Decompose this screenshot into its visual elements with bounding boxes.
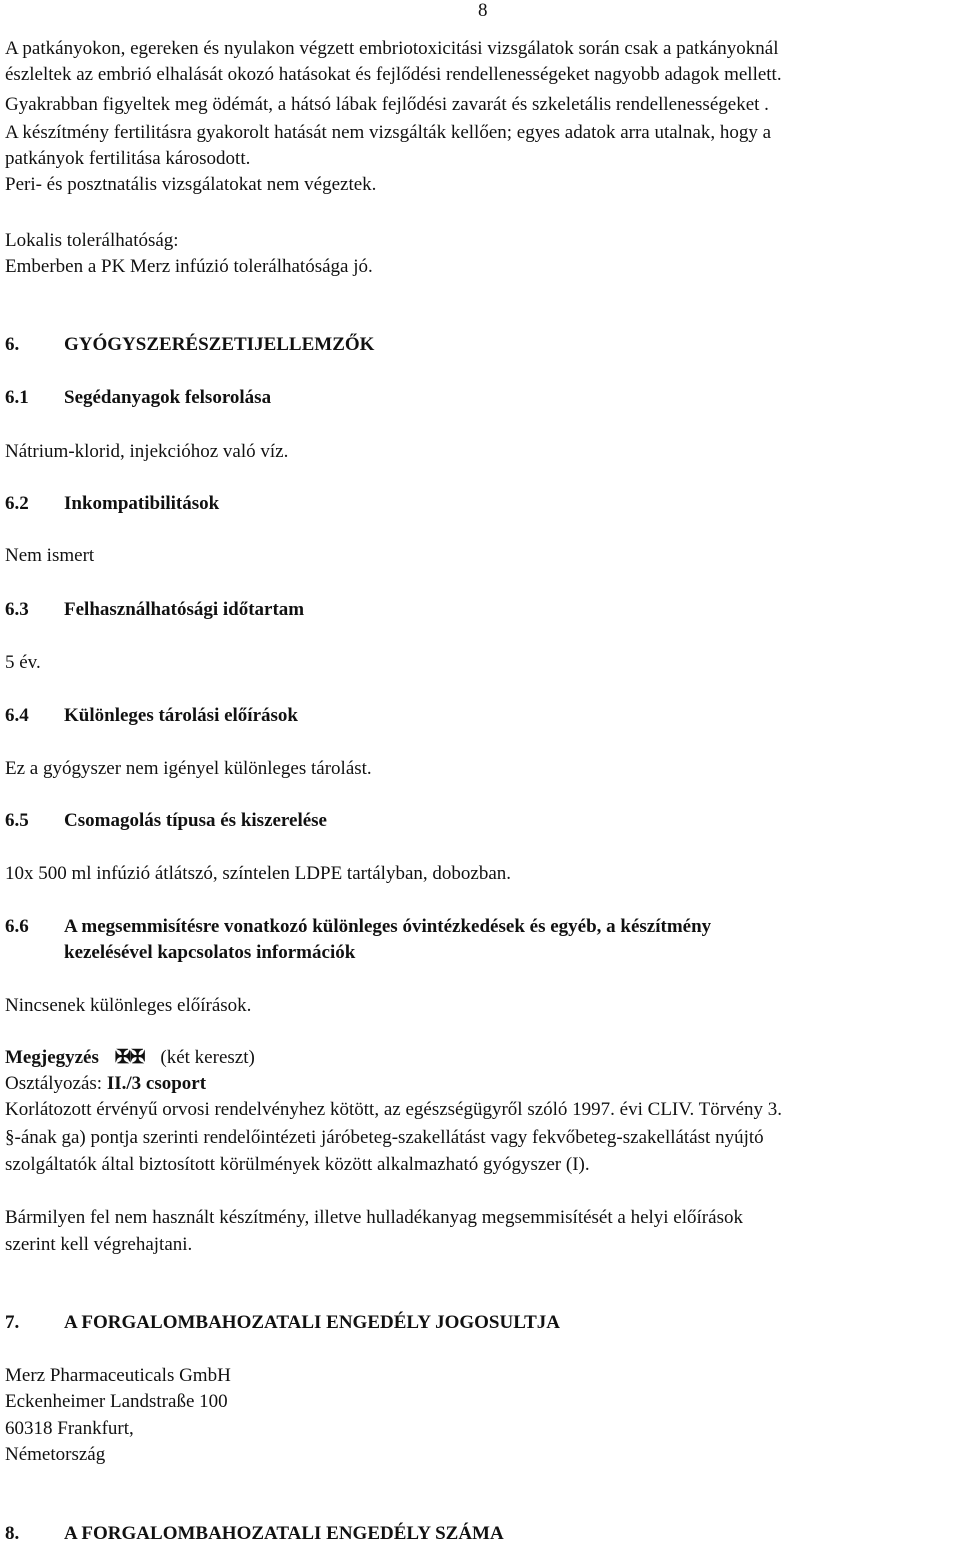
paragraph-line: patkányok fertilitása károsodott. — [5, 148, 251, 169]
section-number: 6.3 — [5, 599, 29, 620]
note-text-line: §-ának ga) pontja szerinti rendelőintézeti járóbeteg-szakellátást vagy fekvőbeteg-szakellátást nyújtó — [5, 1127, 764, 1148]
local-tolerability-label: Lokalis tolerálhatóság: — [5, 230, 179, 251]
section-6-6-heading-cont: kezelésével kapcsolatos információk — [64, 942, 356, 963]
section-title: GYÓGYSZERÉSZETIJELLEMZŐK — [64, 334, 375, 355]
section-title: A FORGALOMBAHOZATALI ENGEDÉLY SZÁMA — [64, 1523, 504, 1544]
local-tolerability-text: Emberben a PK Merz infúzió tolerálhatósága jó. — [5, 256, 373, 277]
section-6-2-heading — [5, 491, 219, 518]
section-6-3-text: 5 év. — [5, 652, 41, 673]
paragraph-line: Gyakrabban figyeltek meg ödémát, a hátsó lábak fejlődési zavarát és szkeletális rendellenességeket . — [5, 94, 769, 115]
paragraph-line: észleltek az embrió elhalását okozó hatásokat és fejlődési rendellenességeket nagyobb adagok mellett. — [5, 64, 782, 85]
paragraph-line: Bármilyen fel nem használt készítmény, illetve hulladékanyag megsemmisítését a helyi előírások — [5, 1207, 743, 1228]
section-title: A FORGALOMBAHOZATALI ENGEDÉLY JOGOSULTJA — [64, 1312, 561, 1333]
section-number: 6.2 — [5, 493, 29, 514]
note-icon-text: (két kereszt) — [160, 1047, 255, 1068]
paragraph-line: szerint kell végrehajtani. — [5, 1234, 193, 1255]
section-title: A megsemmisítésre vonatkozó különleges óvintézkedések és egyéb, a készítmény — [64, 916, 712, 937]
section-title: Segédanyagok felsorolása — [64, 387, 272, 408]
section-6-4-heading — [5, 703, 298, 730]
section-6-5-heading — [5, 808, 327, 835]
address-line: Németország — [5, 1444, 106, 1465]
section-6-1-text: Nátrium-klorid, injekcióhoz való víz. — [5, 441, 289, 462]
classification-line — [5, 1071, 206, 1098]
paragraph-line: A készítmény fertilitásra gyakorolt hatását nem vizsgálták kellően; egyes adatok arra utalnak, hogy a — [5, 122, 772, 143]
address-line: Merz Pharmaceuticals GmbH — [5, 1365, 231, 1386]
section-number: 7. — [5, 1312, 20, 1333]
classification-value: II./3 csoport — [106, 1073, 207, 1094]
section-number: 8. — [5, 1523, 20, 1544]
note-label: Megjegyzés — [5, 1047, 99, 1068]
address-line: 60318 Frankfurt, — [5, 1418, 134, 1439]
section-6-heading — [5, 332, 374, 359]
paragraph-line: Peri- és posztnatális vizsgálatokat nem végeztek. — [5, 174, 377, 195]
note-text-line: Korlátozott érvényű orvosi rendelvényhez kötött, az egészségügyről szóló 1997. évi CLIV. Törvény 3. — [5, 1099, 783, 1120]
section-number: 6.6 — [5, 916, 29, 937]
section-6-5-text: 10x 500 ml infúzió átlátszó, színtelen LDPE tartályban, dobozban. — [5, 863, 512, 884]
page-number: 8 — [478, 0, 488, 21]
note-line — [5, 1045, 255, 1072]
section-title: Inkompatibilitások — [64, 493, 220, 514]
section-number: 6.5 — [5, 810, 29, 831]
section-title: Különleges tárolási előírások — [64, 705, 298, 726]
section-number: 6.4 — [5, 705, 29, 726]
section-6-6-heading — [5, 914, 711, 941]
section-number: 6. — [5, 334, 20, 355]
note-text-line: szolgáltatók által biztosított körülmények között alkalmazható gyógyszer (I). — [5, 1154, 590, 1175]
paragraph-line: A patkányokon, egereken és nyulakon végzett embriotoxicitási vizsgálatok során csak a patkányoknál — [5, 38, 779, 59]
section-number: 6.1 — [5, 387, 29, 408]
section-6-4-text: Ez a gyógyszer nem igényel különleges tárolást. — [5, 758, 372, 779]
section-8-heading — [5, 1521, 504, 1548]
section-6-1-heading — [5, 385, 271, 412]
classification-label: Osztályozás: — [5, 1073, 107, 1094]
section-6-3-heading — [5, 597, 304, 624]
section-6-6-text: Nincsenek különleges előírások. — [5, 995, 252, 1016]
section-title: Csomagolás típusa és kiszerelése — [64, 810, 327, 831]
section-title: Felhasználhatósági időtartam — [64, 599, 305, 620]
address-line: Eckenheimer Landstraße 100 — [5, 1391, 228, 1412]
double-cross-icon: ✠✠ — [114, 1047, 145, 1068]
section-7-heading — [5, 1310, 560, 1337]
section-6-2-text: Nem ismert — [5, 545, 95, 566]
